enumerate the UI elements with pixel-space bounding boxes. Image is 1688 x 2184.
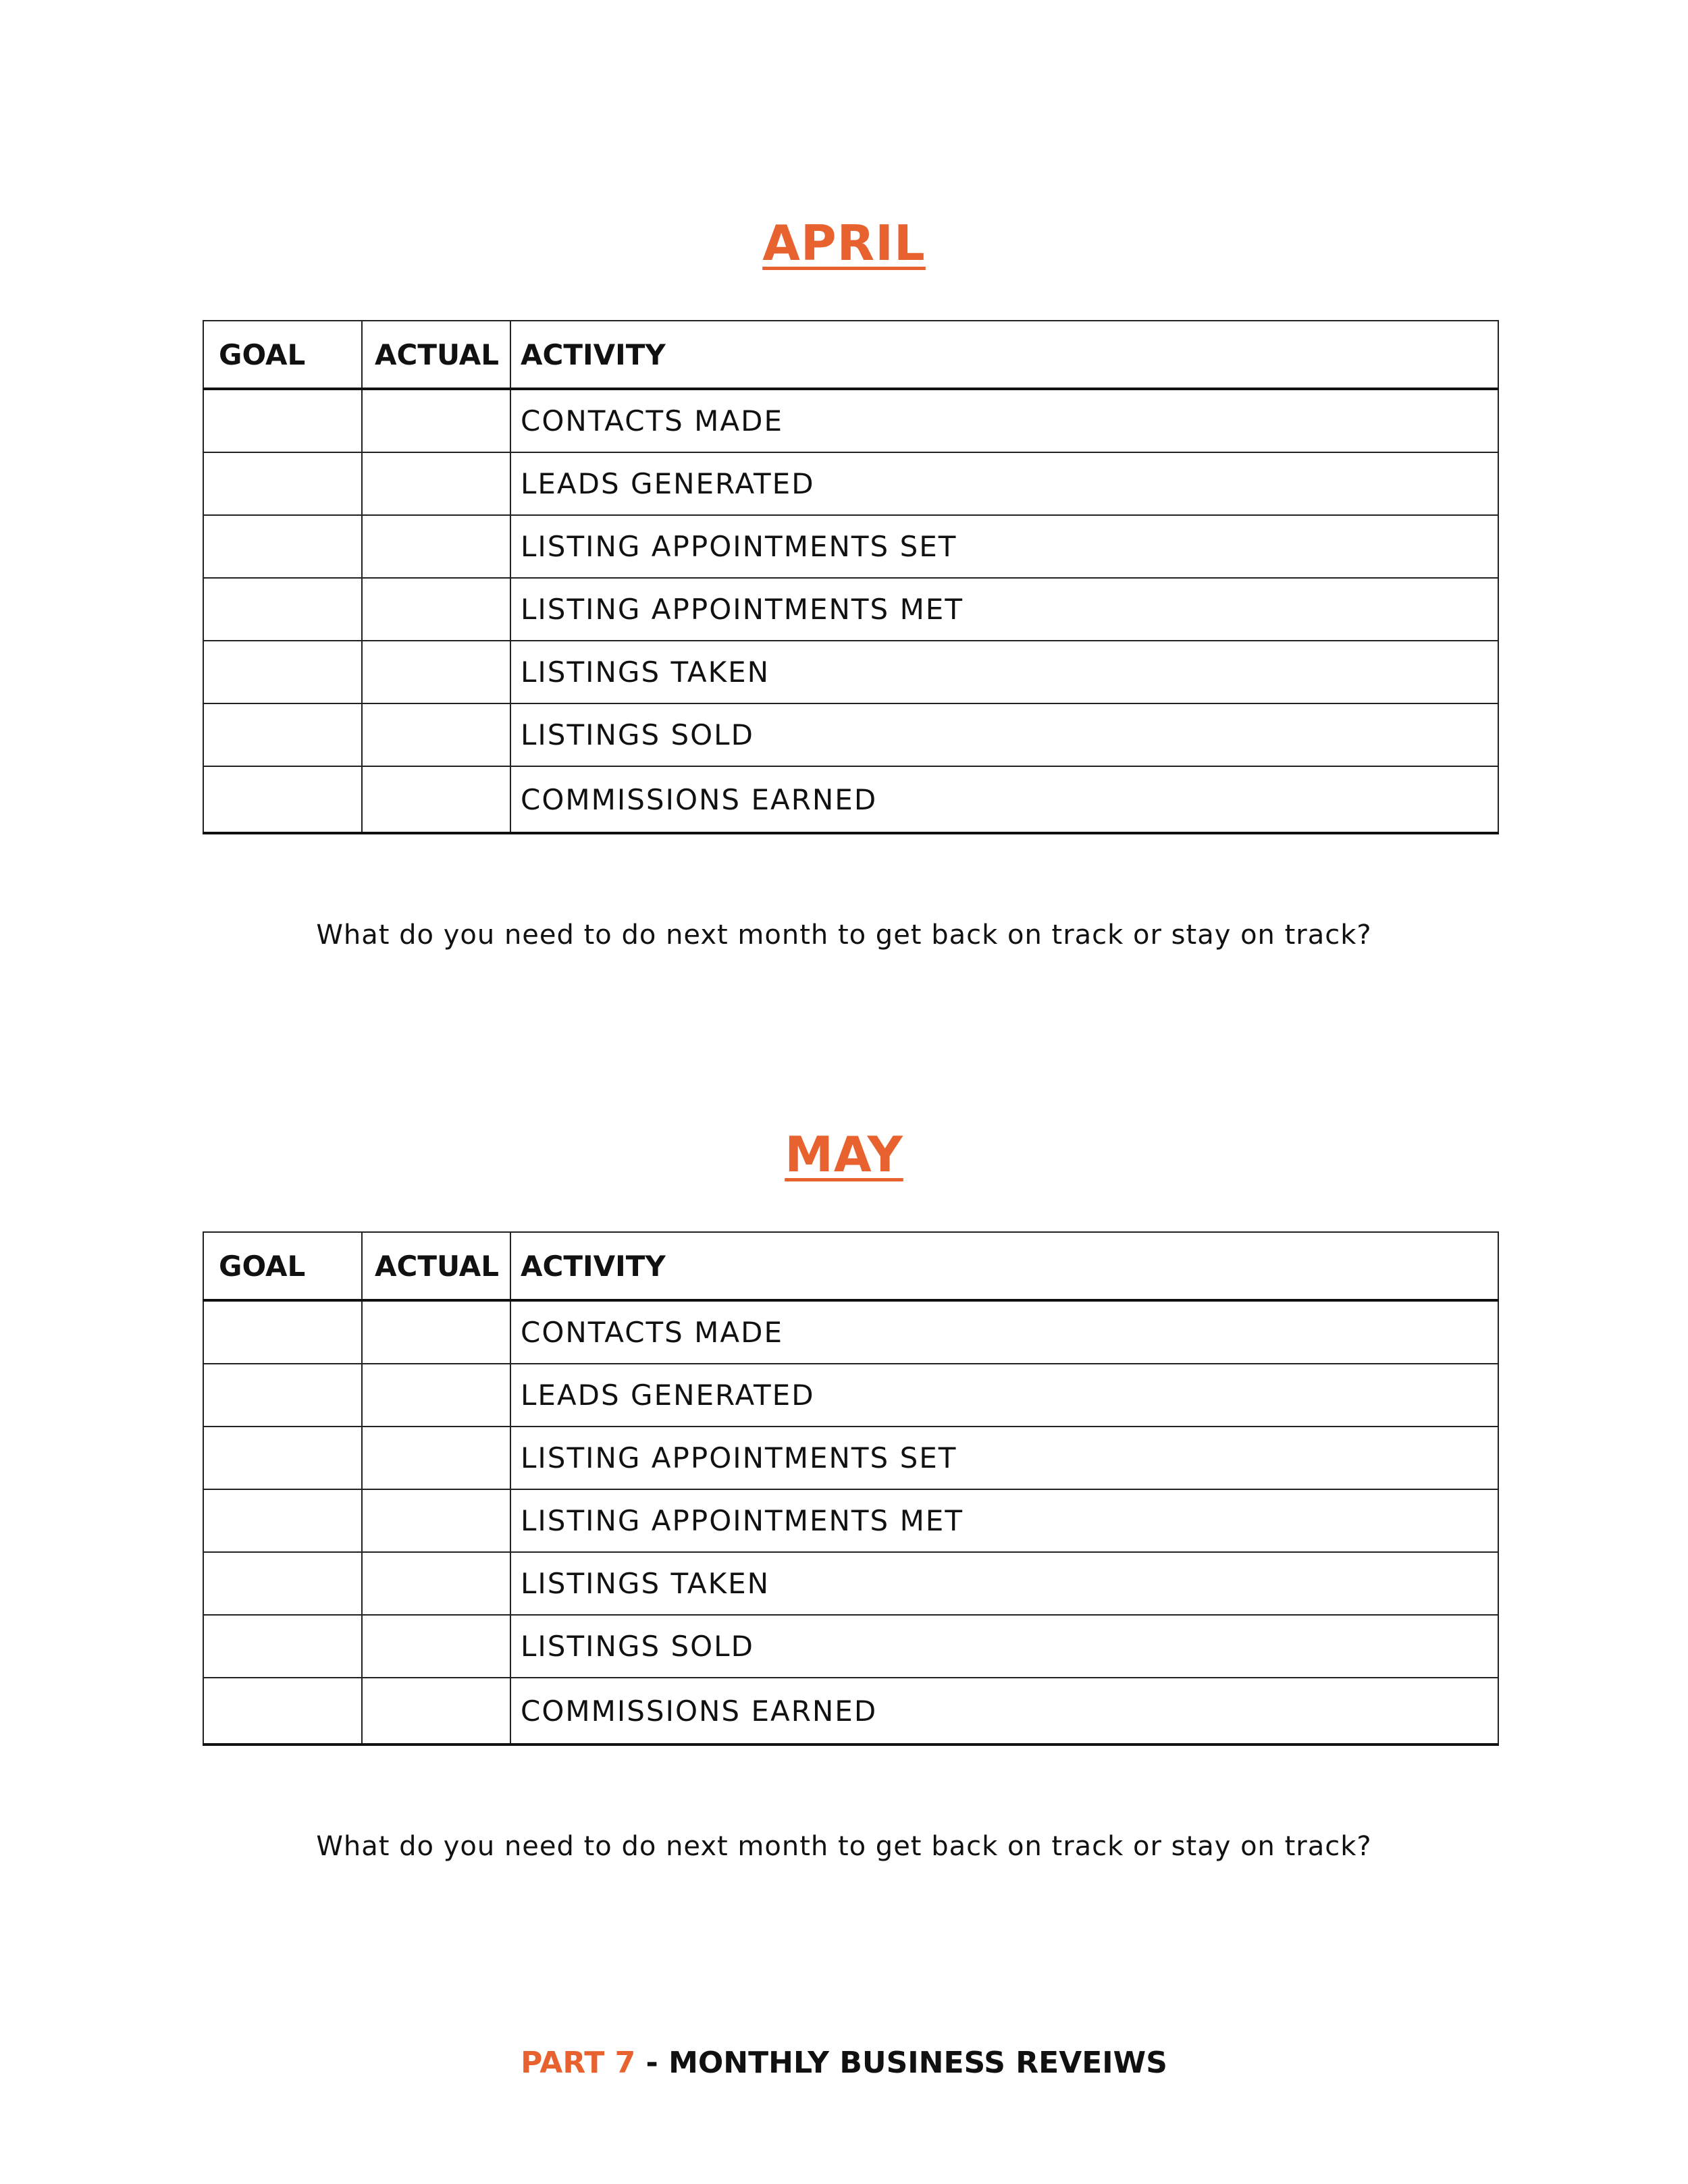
activity-cell: LISTINGS SOLD bbox=[510, 703, 1498, 766]
month-title-april: APRIL bbox=[762, 215, 926, 271]
column-header-goal: GOAL bbox=[203, 321, 362, 389]
activity-cell: LEADS GENERATED bbox=[510, 1364, 1498, 1427]
table-row bbox=[203, 1552, 1498, 1615]
table-row bbox=[203, 1489, 1498, 1552]
actual-cell[interactable] bbox=[362, 703, 510, 766]
activity-table-april bbox=[203, 320, 1499, 834]
goal-cell[interactable] bbox=[203, 389, 362, 452]
reflection-prompt-april: What do you need to do next month to get back on track or stay on track? bbox=[316, 920, 1372, 951]
actual-cell[interactable] bbox=[362, 1489, 510, 1552]
table-row bbox=[203, 766, 1498, 833]
actual-cell[interactable] bbox=[362, 578, 510, 641]
activity-cell: LISTINGS TAKEN bbox=[510, 641, 1498, 703]
activity-cell: COMMISSIONS EARNED bbox=[510, 1678, 1498, 1744]
activity-cell: LISTING APPOINTMENTS MET bbox=[510, 578, 1498, 641]
goal-cell[interactable] bbox=[203, 1364, 362, 1427]
table-row bbox=[203, 1300, 1498, 1364]
table-row bbox=[203, 1427, 1498, 1489]
column-header-actual: ACTUAL bbox=[362, 1232, 510, 1300]
table-row bbox=[203, 641, 1498, 703]
actual-cell[interactable] bbox=[362, 452, 510, 515]
column-header-actual: ACTUAL bbox=[362, 321, 510, 389]
column-header-activity: ACTIVITY bbox=[510, 1232, 1498, 1300]
actual-cell[interactable] bbox=[362, 1615, 510, 1678]
footer-part-label: PART 7 bbox=[521, 2046, 636, 2080]
table-row bbox=[203, 389, 1498, 452]
actual-cell[interactable] bbox=[362, 515, 510, 578]
month-title-may: MAY bbox=[785, 1126, 903, 1183]
goal-cell[interactable] bbox=[203, 1678, 362, 1744]
goal-cell[interactable] bbox=[203, 1489, 362, 1552]
goal-cell[interactable] bbox=[203, 452, 362, 515]
table-row bbox=[203, 703, 1498, 766]
goal-cell[interactable] bbox=[203, 1427, 362, 1489]
goal-cell[interactable] bbox=[203, 1615, 362, 1678]
table-header-row bbox=[203, 321, 1498, 389]
activity-cell: COMMISSIONS EARNED bbox=[510, 766, 1498, 833]
reflection-prompt-may: What do you need to do next month to get back on track or stay on track? bbox=[316, 1831, 1372, 1862]
actual-cell[interactable] bbox=[362, 1364, 510, 1427]
actual-cell[interactable] bbox=[362, 1552, 510, 1615]
column-header-activity: ACTIVITY bbox=[510, 321, 1498, 389]
table-row bbox=[203, 1678, 1498, 1744]
table-header-row bbox=[203, 1232, 1498, 1300]
goal-cell[interactable] bbox=[203, 703, 362, 766]
activity-cell: LEADS GENERATED bbox=[510, 452, 1498, 515]
footer-separator: - bbox=[635, 2046, 669, 2080]
footer bbox=[0, 2046, 1688, 2080]
activity-cell: LISTINGS TAKEN bbox=[510, 1552, 1498, 1615]
activity-table-may bbox=[203, 1231, 1499, 1746]
actual-cell[interactable] bbox=[362, 1427, 510, 1489]
table-row bbox=[203, 578, 1498, 641]
goal-cell[interactable] bbox=[203, 766, 362, 833]
activity-cell: CONTACTS MADE bbox=[510, 1300, 1498, 1364]
actual-cell[interactable] bbox=[362, 1678, 510, 1744]
goal-cell[interactable] bbox=[203, 1552, 362, 1615]
goal-cell[interactable] bbox=[203, 641, 362, 703]
footer-title: MONTHLY BUSINESS REVEIWS bbox=[668, 2046, 1167, 2080]
goal-cell[interactable] bbox=[203, 1300, 362, 1364]
actual-cell[interactable] bbox=[362, 766, 510, 833]
activity-cell: LISTING APPOINTMENTS SET bbox=[510, 1427, 1498, 1489]
activity-cell: CONTACTS MADE bbox=[510, 389, 1498, 452]
goal-cell[interactable] bbox=[203, 515, 362, 578]
table-row bbox=[203, 1364, 1498, 1427]
actual-cell[interactable] bbox=[362, 389, 510, 452]
table-row bbox=[203, 1615, 1498, 1678]
actual-cell[interactable] bbox=[362, 641, 510, 703]
column-header-goal: GOAL bbox=[203, 1232, 362, 1300]
activity-cell: LISTING APPOINTMENTS SET bbox=[510, 515, 1498, 578]
actual-cell[interactable] bbox=[362, 1300, 510, 1364]
table-row bbox=[203, 452, 1498, 515]
activity-cell: LISTING APPOINTMENTS MET bbox=[510, 1489, 1498, 1552]
activity-cell: LISTINGS SOLD bbox=[510, 1615, 1498, 1678]
table-row bbox=[203, 515, 1498, 578]
goal-cell[interactable] bbox=[203, 578, 362, 641]
